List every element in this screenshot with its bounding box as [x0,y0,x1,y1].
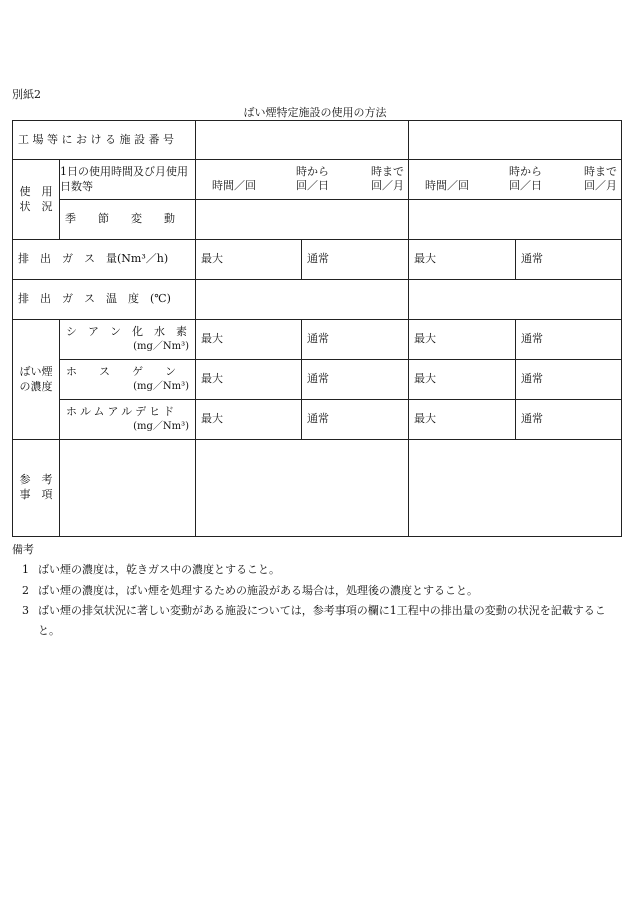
formaldehyde-max-1[interactable]: 最大 [196,400,302,440]
substance-phosgene-label: ホ ス ゲ ン (mg／Nm³) [60,360,196,400]
usage-hours-cell-2[interactable]: 時から 時まで 時間／回 回／日 回／月 [409,160,622,200]
gas-temp-input-2[interactable] [409,280,622,320]
hcn-max-2[interactable]: 最大 [409,320,516,360]
gas-temp-label: 排 出 ガ ス 温 度 (℃) [13,280,196,320]
formaldehyde-normal-1[interactable]: 通常 [302,400,409,440]
gas-volume-normal-1[interactable]: 通常 [302,240,409,280]
gas-volume-max-2[interactable]: 最大 [409,240,516,280]
remarks-blank[interactable] [60,440,196,537]
usage-form-table [12,120,622,537]
phosgene-normal-2[interactable]: 通常 [516,360,622,400]
facility-number-label: 工 場 等 に お け る 施 設 番 号 [13,121,196,160]
gas-volume-label: 排 出 ガ ス 量(Nm³／h) [13,240,196,280]
note-item: 1 ばい煙の濃度は，乾きガス中の濃度とすること。 [22,563,280,577]
substance-formaldehyde-label: ホルムアルデヒド (mg／Nm³) [60,400,196,440]
hours-label: 1日の使用時間及び月使用日数等 [60,160,196,200]
remarks-input-2[interactable] [409,440,622,537]
season-label: 季 節 変 動 [60,200,196,240]
formaldehyde-max-2[interactable]: 最大 [409,400,516,440]
phosgene-max-2[interactable]: 最大 [409,360,516,400]
hcn-max-1[interactable]: 最大 [196,320,302,360]
note-item: 3 ばい煙の排気状況に著しい変動がある施設については，参考事項の欄に1工程中の排出量の変動の状況を記載すること。 [22,604,606,638]
facility-number-input-1[interactable] [196,121,409,160]
hcn-normal-1[interactable]: 通常 [302,320,409,360]
remarks-input-1[interactable] [196,440,409,537]
remarks-label: 参 考 事 項 [13,440,60,537]
besshi-label: 別紙2 [12,88,41,101]
substance-hcn-label: シ ア ン 化 水 素 (mg／Nm³) [60,320,196,360]
gas-volume-normal-2[interactable]: 通常 [516,240,622,280]
gas-temp-input-1[interactable] [196,280,409,320]
usage-status-label: 使 用 状 況 [13,160,60,240]
document-title: ばい煙特定施設の使用の方法 [243,106,387,119]
smoke-concentration-label: ばい煙 の濃度 [13,320,60,440]
facility-number-input-2[interactable] [409,121,622,160]
note-item: 2 ばい煙の濃度は，ばい煙を処理するための施設がある場合は，処理後の濃度とすること。 [22,583,478,597]
usage-hours-cell-1[interactable]: 時から 時まで 時間／回 回／日 回／月 [196,160,409,200]
formaldehyde-normal-2[interactable]: 通常 [516,400,622,440]
notes-section [12,540,620,642]
season-input-2[interactable] [409,200,622,240]
hcn-normal-2[interactable]: 通常 [516,320,622,360]
gas-volume-max-1[interactable]: 最大 [196,240,302,280]
notes-title: 備考 [12,543,34,556]
phosgene-normal-1[interactable]: 通常 [302,360,409,400]
season-input-1[interactable] [196,200,409,240]
phosgene-max-1[interactable]: 最大 [196,360,302,400]
